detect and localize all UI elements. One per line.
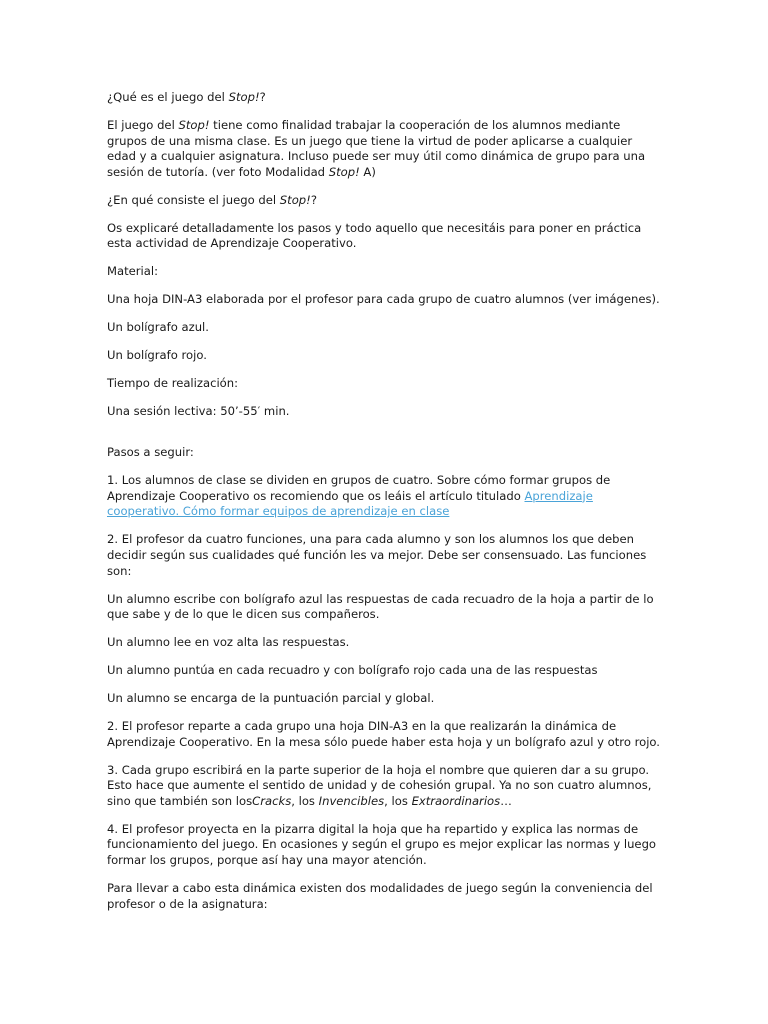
role-scorer: Un alumno puntúa en cada recuadro y con bolígrafo rojo cada una de las respuestas [107,663,598,678]
document-body [107,90,663,925]
steps-heading: Pasos a seguir: [107,445,194,460]
question-how: ¿En qué consiste el juego del Stop!? [107,192,317,207]
role-totaler: Un alumno se encarga de la puntuación parcial y global. [107,691,435,706]
step-2: 2. El profesor da cuatro funciones, una para cada alumno y son los alumnos los que deben decidir según sus cualidades qué función les va mejor. Debe ser consensuado. Las funciones son: [107,532,647,578]
step-3: 3. Cada grupo escribirá en la parte superior de la hoja el nombre que quieren dar a su grupo. Esto hace que aumente el sentido de unidad y de cohesión grupal. Ya no son cuatro alumnos, sino que también son losCracks, los Invencibles, los Extraordinarios… [107,762,652,808]
step-2b: 2. El profesor reparte a cada grupo una hoja DIN-A3 en la que realizarán la dinámica de Aprendizaje Cooperativo. En la mesa sólo puede haber esta hoja y un bolígrafo azul y otro rojo. [107,719,660,749]
step-1: 1. Los alumnos de clase se dividen en grupos de cuatro. Sobre cómo formar grupos de Aprendizaje Cooperativo os recomiendo que os leáis el artículo titulado Aprendizaje cooperativo. Cómo formar equipos de aprendizaje en clase [107,473,611,519]
material-item-sheet: Una hoja DIN-A3 elaborada por el profesor para cada grupo de cuatro alumnos (ver imágenes). [107,292,660,307]
closing-paragraph: Para llevar a cabo esta dinámica existen dos modalidades de juego según la conveniencia del profesor o de la asignatura: [107,881,653,911]
role-writer: Un alumno escribe con bolígrafo azul las respuestas de cada recuadro de la hoja a partir de lo que sabe y de lo que le dicen sus compañeros. [107,591,654,622]
role-reader: Un alumno lee en voz alta las respuestas. [107,635,350,650]
time-heading: Tiempo de realización: [107,376,239,391]
step-4: 4. El profesor proyecta en la pizarra digital la hoja que ha repartido y explica las normas de funcionamiento del juego. En ocasiones y según el grupo es mejor explicar las normas y luego formar los grupos, porque así hay una mayor atención. [107,821,657,868]
material-item-red-pen: Un bolígrafo rojo. [107,348,207,363]
article-link[interactable]: Aprendizaje cooperativo. Cómo formar equipos de aprendizaje en clase [107,488,593,519]
time-value: Una sesión lectiva: 50’-55′ min. [107,404,290,419]
explain-paragraph: Os explicaré detalladamente los pasos y todo aquello que necesitáis para poner en práctica esta actividad de Aprendizaje Cooperativo. [107,220,642,251]
material-item-blue-pen: Un bolígrafo azul. [107,320,209,335]
material-heading: Material: [107,264,159,279]
blank-line [107,432,663,445]
question-what-is: ¿Qué es el juego del Stop!? [107,90,266,104]
intro-paragraph: El juego del Stop! tiene como finalidad trabajar la cooperación de los alumnos mediante grupos de una misma clase. Es un juego que tiene la virtud de poder aplicarse a cualquier edad y a cualquier asignatura. Incluso puede ser muy útil como dinámica de grupo para una sesión de tutoría. (ver foto Modalidad Stop! A) [107,117,646,179]
